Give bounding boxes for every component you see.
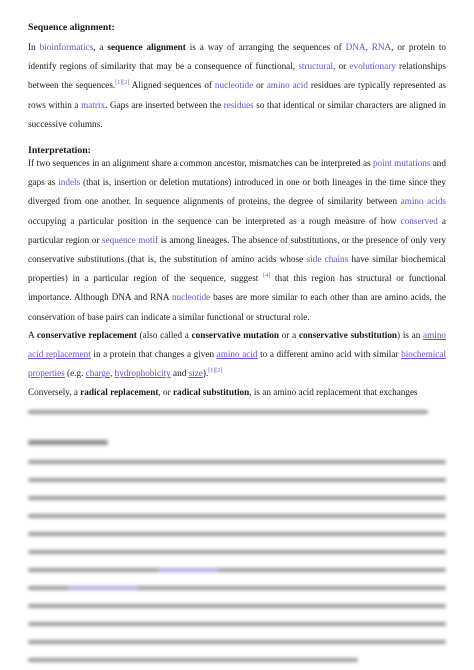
bold-term: radical substitution xyxy=(172,387,250,397)
link-residues[interactable]: residues xyxy=(223,99,254,110)
text: , or xyxy=(333,61,350,72)
text: (that is, insertion or deletion mutations) introduced in one or both lineages in the time since they diverged from one another. In sequence alignments of proteins, the degree of similarity between xyxy=(28,177,446,207)
link-evolutionary[interactable]: evolutionary xyxy=(349,61,396,72)
text: If two sequences in an alignment share a common ancestor, mismatches can be interpreted as xyxy=(28,158,373,168)
text: In xyxy=(28,42,40,52)
text: , xyxy=(365,42,372,52)
text: residues are typically represented as rows within a xyxy=(28,80,447,110)
text: and gaps as xyxy=(28,158,446,188)
link-side-chains[interactable]: side chains xyxy=(306,254,349,265)
link-point-mutations[interactable]: point mutations xyxy=(372,158,431,168)
link-sequence-motif[interactable]: sequence motif xyxy=(102,234,159,245)
text: to a different amino acid with similar xyxy=(257,349,402,360)
text: is among lineages. The absence of substitutions, or the presence of only very conservative substitutions (that is, the substitution of amino acids whose xyxy=(28,234,446,265)
link-amino-acids[interactable]: amino acids xyxy=(400,196,447,207)
text: that this region has structural or functional importance. Although DNA and RNA xyxy=(28,273,446,303)
text: or xyxy=(253,80,267,91)
link-charge[interactable]: charge xyxy=(85,368,110,379)
link-bioinformatics[interactable]: bioinformatics xyxy=(39,42,94,52)
link-amino-acid[interactable]: amino acid xyxy=(266,80,308,91)
link-biochemical-properties[interactable]: biochemical properties xyxy=(28,349,446,379)
blurred-content xyxy=(28,400,446,670)
citation-link[interactable]: [4] xyxy=(263,273,271,280)
bold-term: conservative replacement xyxy=(36,330,137,340)
link-indels[interactable]: indels xyxy=(58,177,81,188)
bold-term: sequence alignment xyxy=(107,42,186,52)
text: , or xyxy=(158,387,173,397)
text: ). xyxy=(202,368,209,379)
link-dna[interactable]: DNA xyxy=(345,42,366,52)
link-structural[interactable]: structural xyxy=(298,61,334,72)
bold-term: conservative mutation xyxy=(191,330,279,340)
text: . Gaps are inserted between the xyxy=(105,99,224,110)
paragraph-interpretation xyxy=(28,154,446,327)
link-nucleotide[interactable]: nucleotide xyxy=(214,80,254,91)
text: a particular region or xyxy=(28,215,447,245)
text: , a xyxy=(93,42,108,52)
text: and xyxy=(170,368,189,379)
heading-sequence-alignment: Sequence alignment: xyxy=(28,22,115,33)
link-matrix[interactable]: matrix xyxy=(81,99,106,110)
heading-interpretation: Interpretation: xyxy=(28,145,91,156)
text: have similar biochemical properties) in a particular region of the sequence, suggest xyxy=(28,254,446,284)
bold-term: conservative substitution xyxy=(298,330,398,340)
citation-link[interactable]: [1][2] xyxy=(115,80,130,87)
text: , xyxy=(110,368,115,379)
text: , or protein to identify regions of similarity that may be a consequence of functional, xyxy=(28,42,446,72)
link-amino-acid[interactable]: amino acid xyxy=(216,349,258,360)
text: Aligned sequences of xyxy=(129,80,215,91)
link-conserved[interactable]: conserved xyxy=(400,215,438,226)
paragraph-sequence-alignment xyxy=(28,38,446,134)
bold-term: radical replacement xyxy=(80,387,159,397)
text: A xyxy=(28,330,37,340)
text: , is an amino acid replacement that exchanges xyxy=(249,387,418,397)
link-size[interactable]: size xyxy=(188,368,203,379)
link-rna[interactable]: RNA xyxy=(371,42,392,52)
text: is a way of arranging the sequences of xyxy=(185,42,346,52)
link-nucleotide[interactable]: nucleotide xyxy=(171,292,211,303)
paragraph-conservative-replacement xyxy=(28,326,446,384)
text: occupying a particular position in the sequence can be interpreted as a rough measure of how xyxy=(28,215,401,226)
text: Conversely, a xyxy=(28,387,81,397)
text: in a protein that changes a given xyxy=(90,349,217,360)
text: so that identical or similar characters are aligned in successive columns. xyxy=(28,99,447,129)
link-amino-acid-replacement[interactable]: amino acid replacement xyxy=(28,330,447,360)
link-hydrophobicity[interactable]: hydrophobicity xyxy=(114,368,171,379)
text: (e.g. xyxy=(64,368,86,379)
text: bases are more similar to each other than are amino acids, the conservation of base pairs can indicate a similar functional or structural role. xyxy=(28,292,446,322)
text: relationships between the sequences. xyxy=(28,61,447,91)
text: or a xyxy=(279,330,299,340)
text: (also called a xyxy=(136,330,192,340)
text: ) is an xyxy=(397,330,424,340)
citation-link[interactable]: [1][2] xyxy=(208,368,223,375)
